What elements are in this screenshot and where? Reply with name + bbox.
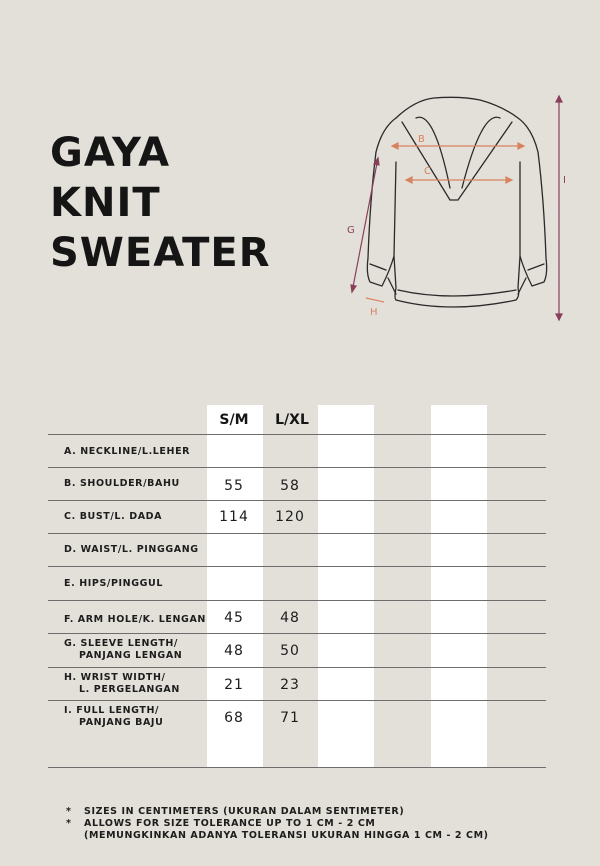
row-label-bust: C. BUST/L. DADA [64, 511, 163, 522]
cell-shoulder-lxl: 58 [280, 478, 300, 494]
title-line-1: GAYA [50, 130, 171, 176]
table-rule [48, 633, 546, 634]
measure-g-label: G [347, 225, 355, 236]
sweater-measurement-diagram [330, 88, 590, 328]
measure-g-line [351, 158, 379, 292]
row-label-wrist-width: H. WRIST WIDTH/ L. PERGELANGAN [64, 672, 180, 695]
footnotes [66, 806, 489, 842]
cell-wrist-width-lxl: 23 [280, 677, 300, 693]
row-label-waist: D. WAIST/L. PINGGANG [64, 544, 199, 555]
table-rule [48, 667, 546, 668]
table-rule [48, 566, 546, 567]
footnote-tolerance: * ALLOWS FOR SIZE TOLERANCE UP TO 1 CM - 2 CM [66, 818, 376, 829]
measure-h-line [366, 298, 384, 302]
cell-bust-sm: 114 [219, 509, 249, 525]
column-header-sm: S/M [219, 412, 249, 428]
row-label-arm-hole: F. ARM HOLE/K. LENGAN [64, 614, 206, 625]
cell-arm-hole-sm: 45 [224, 610, 244, 626]
page-title [50, 128, 271, 278]
cell-sleeve-length-lxl: 50 [280, 643, 300, 659]
cell-shoulder-sm: 55 [224, 478, 244, 494]
measure-b-label: B [418, 134, 425, 145]
table-rule [48, 700, 546, 701]
row-label-shoulder: B. SHOULDER/BAHU [64, 478, 180, 489]
column-3-background [318, 405, 374, 767]
table-rule [48, 533, 546, 534]
cell-bust-lxl: 120 [275, 509, 305, 525]
table-rule [48, 600, 546, 601]
collar-outline [396, 97, 518, 118]
table-rule [48, 500, 546, 501]
title-line-3: SWEATER [50, 230, 271, 276]
measure-h-label: H [370, 307, 378, 318]
cell-wrist-width-sm: 21 [224, 677, 244, 693]
row-label-sleeve-length: G. SLEEVE LENGTH/ PANJANG LENGAN [64, 638, 183, 661]
table-rule [48, 434, 546, 435]
title-line-2: KNIT [50, 180, 161, 226]
footnote-tolerance-translation: (MEMUNGKINKAN ADANYA TOLERANSI UKURAN HINGGA 1 CM - 2 CM) [84, 830, 489, 841]
table-rule [48, 767, 546, 768]
cell-sleeve-length-sm: 48 [224, 643, 244, 659]
row-label-neckline: A. NECKLINE/L.LEHER [64, 446, 191, 457]
measure-b-line [392, 143, 524, 149]
row-label-hips: E. HIPS/PINGGUL [64, 578, 163, 589]
cell-arm-hole-lxl: 48 [280, 610, 300, 626]
column-header-lxl: L/XL [275, 412, 309, 428]
footnote-units: * SIZES IN CENTIMETERS (UKURAN DALAM SENTIMETER) [66, 806, 405, 817]
measure-i-label: I [563, 175, 566, 186]
cell-full-length-sm: 68 [224, 710, 244, 726]
row-label-full-length: I. FULL LENGTH/ PANJANG BAJU [64, 705, 164, 728]
column-4-background [431, 405, 487, 767]
measure-c-label: C [424, 166, 431, 177]
table-rule [48, 467, 546, 468]
cell-full-length-lxl: 71 [280, 710, 300, 726]
measure-c-line [406, 177, 512, 183]
measure-i-line [556, 96, 562, 320]
